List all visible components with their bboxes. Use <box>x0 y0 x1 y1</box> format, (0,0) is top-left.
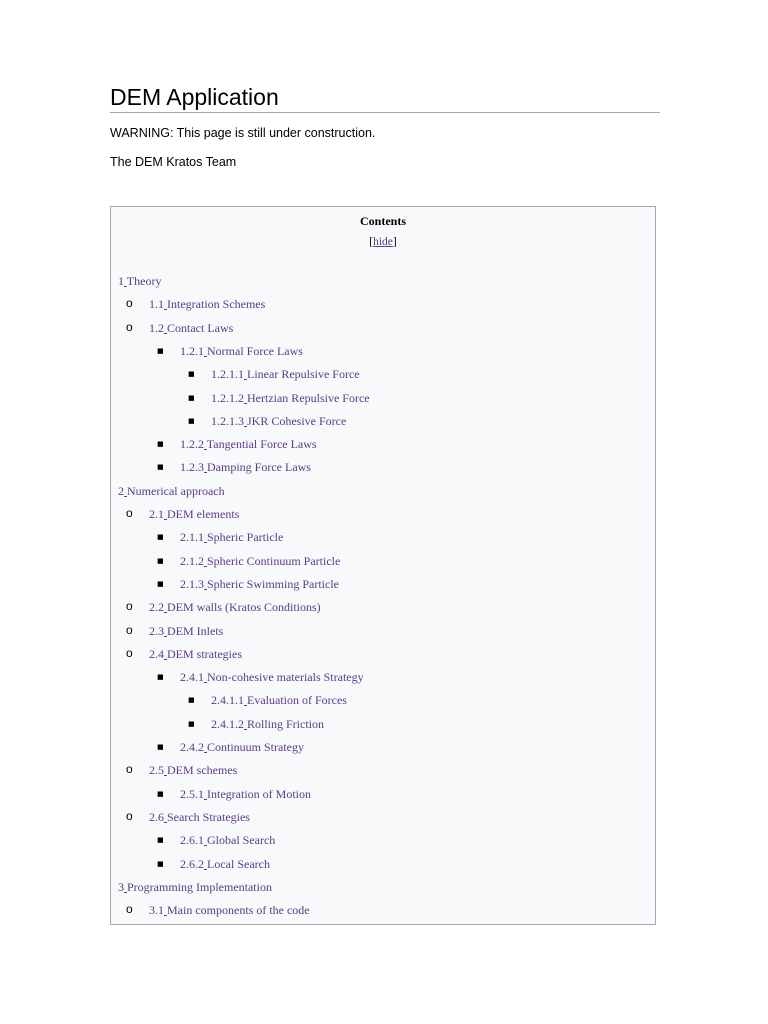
circle-bullet-icon: o <box>126 506 133 520</box>
toc-number: 2.4 <box>149 647 164 661</box>
table-of-contents <box>110 206 656 925</box>
toc-label: Rolling Friction <box>247 717 325 731</box>
toc-link-2-4[interactable] <box>149 646 242 662</box>
toc-number: 2.4.1 <box>180 670 204 684</box>
toc-label: Numerical approach <box>127 484 225 498</box>
toc-label: Main components of the code <box>167 903 310 917</box>
toc-label: DEM Inlets <box>167 624 224 638</box>
toc-link-1-2[interactable] <box>149 320 233 336</box>
toc-link-2-5[interactable] <box>149 762 237 778</box>
toc-number: 2.4.1.2 <box>211 717 244 731</box>
toc-label: Evaluation of Forces <box>247 693 347 707</box>
toc-number: 1.2.2 <box>180 437 204 451</box>
circle-bullet-icon: o <box>126 902 133 916</box>
square-bullet-icon: ■ <box>157 347 164 355</box>
toc-link-3[interactable] <box>118 879 272 895</box>
toc-label: DEM elements <box>167 507 240 521</box>
toc-list <box>111 207 655 924</box>
toc-number: 1.2 <box>149 321 164 335</box>
circle-bullet-icon: o <box>126 623 133 637</box>
toc-label: Tangential Force Laws <box>206 437 317 451</box>
square-bullet-icon: ■ <box>188 394 195 402</box>
square-bullet-icon: ■ <box>157 440 164 448</box>
square-bullet-icon: ■ <box>157 743 164 751</box>
toc-label: Spheric Continuum Particle <box>207 554 341 568</box>
toc-label: Spheric Swimming Particle <box>207 577 339 591</box>
toc-label: DEM schemes <box>167 763 238 777</box>
toc-number: 2.1.1 <box>180 530 204 544</box>
toc-label: Spheric Particle <box>207 530 284 544</box>
toc-link-2-1[interactable] <box>149 506 239 522</box>
toc-number: 1.1 <box>149 297 164 311</box>
toc-number: 1 <box>118 274 124 288</box>
toc-label: Contact Laws <box>167 321 234 335</box>
toc-label: Global Search <box>207 833 276 847</box>
toc-link-1-2-1-1[interactable] <box>211 366 360 382</box>
circle-bullet-icon: o <box>126 762 133 776</box>
warning-text: WARNING: This page is still under construction. <box>110 126 376 140</box>
toc-link-2[interactable] <box>118 483 225 499</box>
toc-number: 2.6.2 <box>180 857 204 871</box>
toc-number: 2.1.3 <box>180 577 204 591</box>
toc-link-2-4-1-1[interactable] <box>211 692 347 708</box>
toc-link-2-1-2[interactable] <box>180 553 340 569</box>
toc-label: Integration of Motion <box>207 787 311 801</box>
toc-number: 2.6.1 <box>180 833 204 847</box>
toc-label: Damping Force Laws <box>207 460 311 474</box>
square-bullet-icon: ■ <box>157 790 164 798</box>
toc-number: 2.3 <box>149 624 164 638</box>
square-bullet-icon: ■ <box>157 557 164 565</box>
toc-title: Contents <box>359 214 406 228</box>
toc-number: 1.2.1 <box>180 344 204 358</box>
toc-label: DEM strategies <box>167 647 242 661</box>
toc-link-2-6[interactable] <box>149 809 250 825</box>
circle-bullet-icon: o <box>126 296 133 310</box>
square-bullet-icon: ■ <box>157 580 164 588</box>
toc-number: 3.1 <box>149 903 164 917</box>
toc-link-2-5-1[interactable] <box>180 786 311 802</box>
toc-label: Non-cohesive materials Strategy <box>207 670 364 684</box>
toc-label: DEM walls (Kratos Conditions) <box>167 600 321 614</box>
toc-link-1-2-1-3[interactable] <box>211 413 346 429</box>
toc-number: 2.2 <box>149 600 164 614</box>
toc-link-2-4-1-2[interactable] <box>211 716 324 732</box>
toc-number: 1.2.1.3 <box>211 414 244 428</box>
toc-link-1-1[interactable] <box>149 296 265 312</box>
toc-label: JKR Cohesive Force <box>247 414 347 428</box>
toc-number: 2 <box>118 484 124 498</box>
toc-link-1[interactable] <box>118 273 161 289</box>
toc-number: 2.1 <box>149 507 164 521</box>
toc-label: Theory <box>126 274 162 288</box>
square-bullet-icon: ■ <box>188 720 195 728</box>
toc-label: Search Strategies <box>167 810 250 824</box>
toc-link-1-2-1-2[interactable] <box>211 390 370 406</box>
toc-number: 2.6 <box>149 810 164 824</box>
toc-label: Continuum Strategy <box>207 740 304 754</box>
toc-number: 1.2.3 <box>180 460 204 474</box>
toc-hide-bracket-close: ] <box>392 236 397 248</box>
toc-label: Programming Implementation <box>127 880 272 894</box>
toc-link-1-2-3[interactable] <box>180 459 311 475</box>
toc-link-3-1[interactable] <box>149 902 310 918</box>
toc-label: Hertzian Repulsive Force <box>247 391 370 405</box>
toc-link-1-2-2[interactable] <box>180 436 317 452</box>
toc-hide-link[interactable]: hide <box>373 236 393 248</box>
toc-link-2-3[interactable] <box>149 623 223 639</box>
square-bullet-icon: ■ <box>157 673 164 681</box>
toc-link-1-2-1[interactable] <box>180 343 303 359</box>
toc-link-2-6-2[interactable] <box>180 856 270 872</box>
toc-number: 1.2.1.2 <box>211 391 244 405</box>
toc-number: 2.4.1.1 <box>211 693 244 707</box>
toc-label: Integration Schemes <box>167 297 266 311</box>
toc-number: 1.2.1.1 <box>211 367 244 381</box>
circle-bullet-icon: o <box>126 599 133 613</box>
square-bullet-icon: ■ <box>157 533 164 541</box>
toc-label: Local Search <box>207 857 270 871</box>
toc-link-2-1-3[interactable] <box>180 576 339 592</box>
toc-number: 2.1.2 <box>180 554 204 568</box>
circle-bullet-icon: o <box>126 646 133 660</box>
toc-label: Linear Repulsive Force <box>247 367 360 381</box>
toc-label: Normal Force Laws <box>207 344 303 358</box>
toc-number: 2.5 <box>149 763 164 777</box>
square-bullet-icon: ■ <box>157 836 164 844</box>
square-bullet-icon: ■ <box>188 370 195 378</box>
toc-number: 2.5.1 <box>180 787 204 801</box>
square-bullet-icon: ■ <box>188 417 195 425</box>
toc-link-2-6-1[interactable] <box>180 832 275 848</box>
toc-link-2-2[interactable] <box>149 599 321 615</box>
square-bullet-icon: ■ <box>157 860 164 868</box>
toc-link-2-4-2[interactable] <box>180 739 304 755</box>
toc-number: 3 <box>118 880 124 894</box>
square-bullet-icon: ■ <box>188 696 195 704</box>
toc-hide-bracket-open: [ <box>369 236 374 248</box>
toc-link-2-1-1[interactable] <box>180 529 283 545</box>
toc-number: 2.4.2 <box>180 740 204 754</box>
page-title: DEM Application <box>110 83 660 113</box>
toc-link-2-4-1[interactable] <box>180 669 364 685</box>
circle-bullet-icon: o <box>126 320 133 334</box>
square-bullet-icon: ■ <box>157 463 164 471</box>
team-text: The DEM Kratos Team <box>110 155 237 169</box>
circle-bullet-icon: o <box>126 809 133 823</box>
